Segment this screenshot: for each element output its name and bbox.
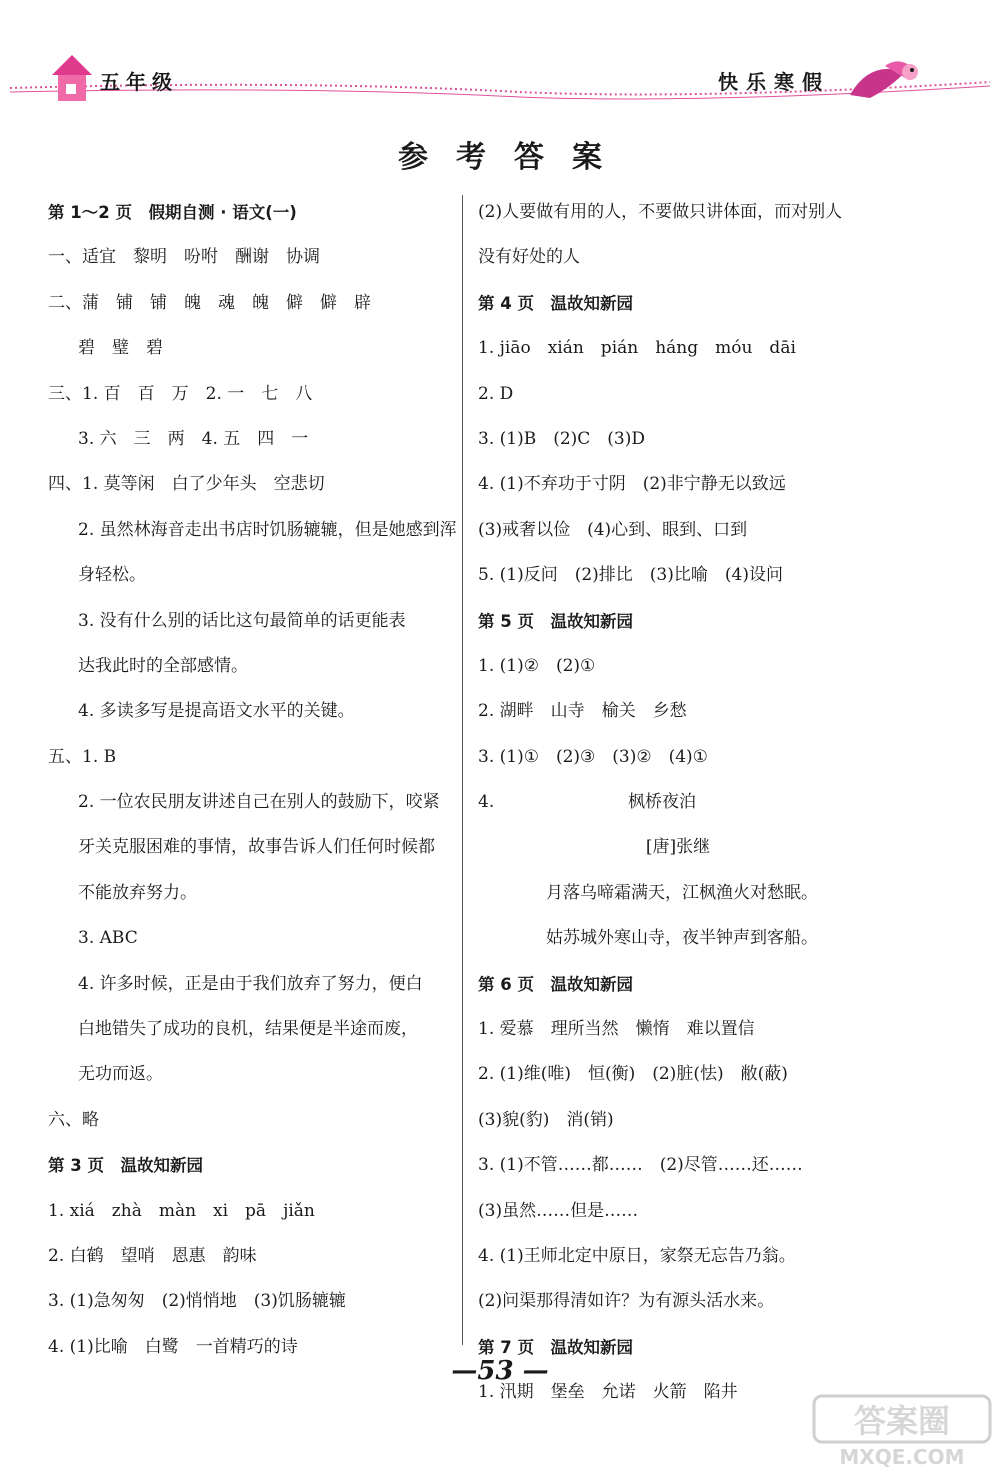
answer-line: 4. (1)王师北定中原日，家祭无忘告乃翁。: [478, 1245, 796, 1266]
answer-line: 1. 汛期 堡垒 允诺 火箭 陷井: [478, 1382, 738, 1403]
house-icon: [52, 55, 92, 101]
answer-line: 无功而返。: [78, 1064, 163, 1085]
answer-line: 3. ABC: [78, 928, 138, 949]
answer-line: 3. 六 三 两 4. 五 四 一: [78, 428, 309, 449]
grade-label: 五年级: [100, 70, 178, 94]
answer-line: (2)问渠那得清如许？为有源头活水来。: [478, 1291, 775, 1312]
poem-title: 枫桥夜泊: [628, 792, 696, 813]
answer-line: 六、略: [48, 1109, 99, 1130]
answer-line: 一、适宜 黎明 吩咐 酬谢 协调: [48, 247, 320, 268]
svg-text:MXQE.COM: MXQE.COM: [839, 1445, 965, 1469]
poem-line: 月落乌啼霜满天，江枫渔火对愁眠。: [546, 882, 818, 903]
answer-line: (2)人要做有用的人，不要做只讲体面，而对别人: [478, 202, 843, 222]
answer-line: 1. xiá zhà màn xi pā jiǎn: [48, 1200, 315, 1221]
answer-line: 3. (1)不管……都…… (2)尽管……还……: [478, 1155, 803, 1176]
answer-line: 2. 白鹤 望哨 恩惠 韵味: [48, 1245, 257, 1266]
watermark-logo: [812, 1390, 992, 1470]
page-header: [0, 0, 1000, 120]
right-column: [478, 190, 908, 1416]
poem-line: 姑苏城外寒山寺，夜半钟声到客船。: [546, 928, 818, 949]
answer-line: (3)虽然……但是……: [478, 1200, 639, 1221]
answer-line: 没有好处的人: [478, 247, 580, 268]
answer-line: 3. (1)B (2)C (3)D: [478, 428, 645, 449]
page-number: —53 —: [451, 1356, 549, 1386]
answer-line: 五、1. B: [48, 746, 117, 767]
page-title: 参考答案: [398, 140, 630, 175]
series-label: 快乐寒假: [718, 70, 830, 94]
column-divider: [462, 195, 463, 1345]
answer-line: 达我此时的全部感情。: [78, 655, 248, 676]
section-heading: 第 4 页 温故知新园: [478, 293, 633, 313]
answer-line: (3)戒奢以俭 (4)心到、眼到、口到: [478, 519, 748, 540]
answer-line: 2. 一位农民朋友讲述自己在别人的鼓励下，咬紧: [78, 792, 440, 813]
poem-title-line: [478, 780, 908, 825]
section-heading: 第 5 页 温故知新园: [478, 611, 633, 631]
answer-line: 1. jiāo xián pián háng móu dāi: [478, 338, 796, 359]
answer-line: 1. (1)② (2)①: [478, 655, 596, 676]
answer-line: 2. (1)维(唯) 恒(衡) (2)脏(怯) 敝(蔽): [478, 1064, 788, 1085]
answer-line: (3)貌(豹) 消(销): [478, 1109, 614, 1130]
answer-line: 4. (1)比喻 白鹭 一首精巧的诗: [48, 1336, 298, 1357]
answer-line: 白地错失了成功的良机，结果便是半途而废，: [78, 1019, 418, 1040]
answer-line: 1. 爱慕 理所当然 懒惰 难以置信: [478, 1019, 755, 1040]
answer-line: 4. (1)不弃功于寸阴 (2)非宁静无以致远: [478, 474, 786, 495]
section-heading: 第 6 页 温故知新园: [478, 974, 633, 994]
answer-line: 4. 多读多写是提高语文水平的关键。: [78, 701, 355, 722]
header-decoration: [0, 0, 1000, 120]
answer-line: 2. 湖畔 山寺 榆关 乡愁: [478, 701, 687, 722]
answer-line: 5. (1)反问 (2)排比 (3)比喻 (4)设问: [478, 565, 783, 586]
answer-line: 碧 璧 碧: [78, 338, 163, 359]
answer-line: 二、蒲 铺 铺 魄 魂 魄 僻 僻 辟: [48, 292, 371, 313]
answer-line: 3. (1)① (2)③ (3)② (4)①: [478, 746, 708, 767]
item-number: 4.: [478, 792, 495, 813]
svg-text:答案圈: 答案圈: [853, 1402, 951, 1440]
answer-line: 牙关克服困难的事情，故事告诉人们任何时候都: [78, 837, 435, 858]
answer-line: 2. D: [478, 383, 514, 404]
answer-line: 不能放弃努力。: [78, 882, 197, 903]
answer-line: 身轻松。: [78, 565, 146, 586]
section-heading: 第 1～2 页 假期自测 · 语文(一): [48, 203, 297, 222]
answer-line: 四、1. 莫等闲 白了少年头 空悲切: [48, 474, 325, 495]
answer-line: 3. 没有什么别的话比这句最简单的话更能表: [78, 610, 406, 631]
left-column: [48, 190, 457, 1370]
section-heading: 第 3 页 温故知新园: [48, 1156, 203, 1176]
answer-line: 4. 许多时候，正是由于我们放弃了努力，便白: [78, 973, 423, 994]
bird-icon: [850, 61, 918, 98]
answer-line: 3. (1)急匆匆 (2)悄悄地 (3)饥肠辘辘: [48, 1291, 346, 1312]
answer-line: 2. 虽然林海音走出书店时饥肠辘辘，但是她感到浑: [78, 519, 457, 540]
section-heading: 第 7 页 温故知新园: [478, 1337, 633, 1357]
poem-author: [唐]张继: [645, 837, 711, 858]
answer-line: 三、1. 百 百 万 2. 一 七 八: [48, 383, 313, 404]
